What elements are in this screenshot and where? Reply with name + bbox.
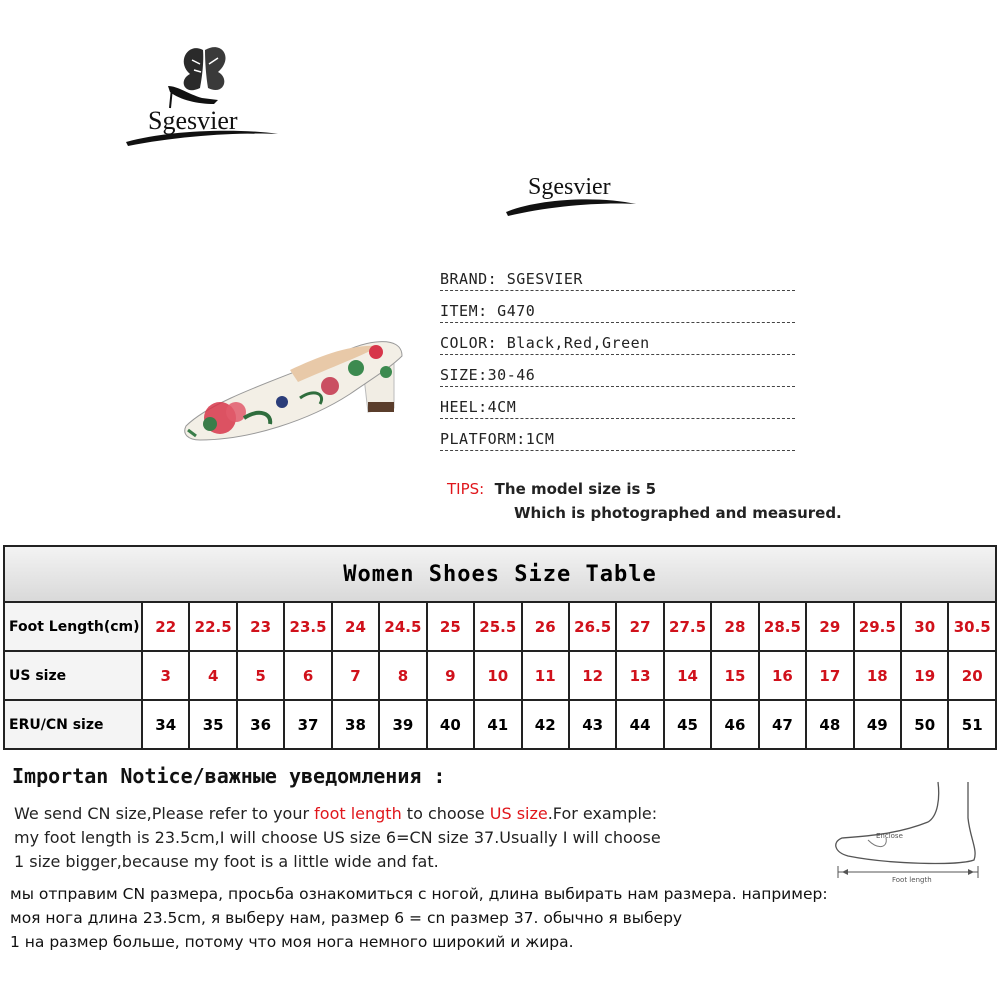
table-cell: 26 xyxy=(522,602,569,651)
table-cell: 12 xyxy=(569,651,616,700)
table-cell: 38 xyxy=(332,700,379,749)
table-cell: 46 xyxy=(711,700,758,749)
table-cell: 24.5 xyxy=(379,602,426,651)
notice-ru-line-1: мы отправим CN размера, просьба ознакомиться с ногой, длина выбирать нам размера. например: xyxy=(10,885,828,903)
foot-length-highlight: foot length xyxy=(314,804,402,823)
table-cell: 6 xyxy=(284,651,331,700)
enclose-label: Enclose xyxy=(876,832,903,840)
notice-ru-line-2: моя нога длина 23.5cm, я выберу нам, размер 6 = cn размер 37. обычно я выберу xyxy=(10,909,683,927)
table-cell: 20 xyxy=(948,651,996,700)
table-cell: 10 xyxy=(474,651,521,700)
notice-en-line-2: my foot length is 23.5cm,I will choose US size 6=CN size 37.Usually I will choose xyxy=(14,828,661,847)
table-cell: 51 xyxy=(948,700,996,749)
table-cell: 28.5 xyxy=(759,602,806,651)
table-row xyxy=(4,602,996,651)
table-cell: 23.5 xyxy=(284,602,331,651)
foot-measurement-diagram xyxy=(828,778,988,888)
spec-item: ITEM: G470 xyxy=(440,300,795,323)
notice-text: .For example: xyxy=(547,804,658,823)
table-cell: 29.5 xyxy=(854,602,901,651)
tips-label: TIPS: xyxy=(447,480,485,498)
table-cell: 47 xyxy=(759,700,806,749)
notice-heading: Importan Notice/важные уведомления : xyxy=(12,764,446,788)
table-cell: 36 xyxy=(237,700,284,749)
table-cell: 22.5 xyxy=(189,602,236,651)
spec-heel: HEEL:4CM xyxy=(440,396,795,419)
size-table-title-row xyxy=(4,546,996,602)
brand-header xyxy=(500,166,640,226)
table-cell: 13 xyxy=(616,651,663,700)
table-cell: 22 xyxy=(142,602,189,651)
table-cell: 18 xyxy=(854,651,901,700)
table-cell: 3 xyxy=(142,651,189,700)
notice-text: to choose xyxy=(401,804,490,823)
table-cell: 49 xyxy=(854,700,901,749)
shoe-image xyxy=(180,290,420,470)
us-size-highlight: US size xyxy=(489,804,548,823)
row-header-foot-length: Foot Length(cm) xyxy=(4,602,142,651)
table-cell: 30 xyxy=(901,602,948,651)
table-cell: 42 xyxy=(522,700,569,749)
brand-logo-text: Sgesvier xyxy=(148,106,238,135)
table-cell: 39 xyxy=(379,700,426,749)
brand-header-text: Sgesvier xyxy=(528,174,611,200)
table-cell: 28 xyxy=(711,602,758,651)
table-cell: 11 xyxy=(522,651,569,700)
size-table xyxy=(3,545,997,750)
table-row xyxy=(4,651,996,700)
table-cell: 16 xyxy=(759,651,806,700)
table-cell: 5 xyxy=(237,651,284,700)
table-row xyxy=(4,700,996,749)
spec-color: COLOR: Black,Red,Green xyxy=(440,332,795,355)
table-cell: 7 xyxy=(332,651,379,700)
table-cell: 43 xyxy=(569,700,616,749)
table-cell: 44 xyxy=(616,700,663,749)
table-cell: 41 xyxy=(474,700,521,749)
table-cell: 17 xyxy=(806,651,853,700)
tips xyxy=(447,480,656,498)
table-cell: 27 xyxy=(616,602,663,651)
table-cell: 26.5 xyxy=(569,602,616,651)
notice-text: We send CN size,Please refer to your xyxy=(14,804,315,823)
table-cell: 37 xyxy=(284,700,331,749)
table-cell: 23 xyxy=(237,602,284,651)
table-cell: 45 xyxy=(664,700,711,749)
table-cell: 50 xyxy=(901,700,948,749)
spec-platform: PLATFORM:1CM xyxy=(440,428,795,451)
table-cell: 25.5 xyxy=(474,602,521,651)
notice-ru-line-3: 1 на размер больше, потому что моя нога немного широкий и жира. xyxy=(10,933,574,951)
table-cell: 27.5 xyxy=(664,602,711,651)
table-cell: 19 xyxy=(901,651,948,700)
notice-en-line-3: 1 size bigger,because my foot is a little wide and fat. xyxy=(14,852,439,871)
row-header-us-size: US size xyxy=(4,651,142,700)
foot-length-label: Foot length xyxy=(892,876,932,884)
table-cell: 14 xyxy=(664,651,711,700)
table-cell: 8 xyxy=(379,651,426,700)
size-table-title: Women Shoes Size Table xyxy=(4,546,996,602)
table-cell: 15 xyxy=(711,651,758,700)
table-cell: 35 xyxy=(189,700,236,749)
table-cell: 4 xyxy=(189,651,236,700)
table-cell: 25 xyxy=(427,602,474,651)
table-cell: 29 xyxy=(806,602,853,651)
row-header-eu-cn-size: ERU/CN size xyxy=(4,700,142,749)
table-cell: 48 xyxy=(806,700,853,749)
table-cell: 34 xyxy=(142,700,189,749)
tips-line-2: Which is photographed and measured. xyxy=(514,504,842,522)
butterfly-heel-icon xyxy=(118,42,288,162)
brand-logo xyxy=(118,42,288,162)
spec-size: SIZE:30-46 xyxy=(440,364,795,387)
table-cell: 40 xyxy=(427,700,474,749)
table-cell: 9 xyxy=(427,651,474,700)
table-cell: 24 xyxy=(332,602,379,651)
tips-line-1: The model size is 5 xyxy=(494,480,657,498)
table-cell: 30.5 xyxy=(948,602,996,651)
spec-brand: BRAND: SGESVIER xyxy=(440,268,795,291)
notice-en-line-1 xyxy=(14,804,657,823)
